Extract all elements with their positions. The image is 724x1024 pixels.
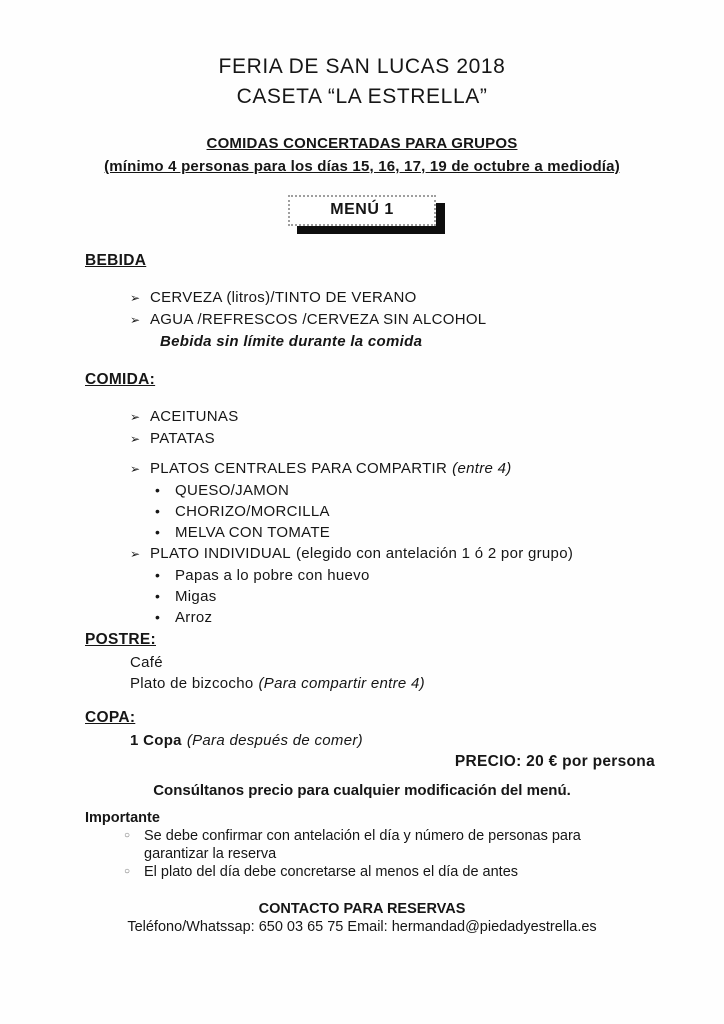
list-item xyxy=(155,480,655,501)
menu-content xyxy=(85,251,655,751)
dot-bullet-icon: • xyxy=(155,503,161,519)
dot-bullet-icon: • xyxy=(155,588,161,604)
subtitle-line-1: COMIDAS CONCERTADAS PARA GRUPOS xyxy=(206,135,518,152)
copa-item-label: 1 Copa xyxy=(130,732,182,749)
postre-item-2 xyxy=(130,673,655,694)
section-heading-bebida: BEBIDA xyxy=(85,252,147,269)
list-item xyxy=(155,586,655,607)
title-line-1: FERIA DE SAN LUCAS 2018 xyxy=(218,55,506,78)
platos-centrales-note: (entre 4) xyxy=(452,460,512,477)
list-item xyxy=(110,827,664,863)
list-item xyxy=(130,543,655,565)
list-item xyxy=(130,406,655,428)
contact-heading: CONTACTO PARA RESERVAS xyxy=(258,901,466,917)
dot-bullet-icon: • xyxy=(155,609,161,625)
document-header xyxy=(0,0,724,178)
plato-central-3: MELVA CON TOMATE xyxy=(175,524,331,541)
list-item xyxy=(130,309,655,331)
price-line: PRECIO: 20 € por persona xyxy=(454,753,655,770)
circle-bullet-icon: ○ xyxy=(123,830,131,841)
contact-info: Teléfono/Whatssap: 650 03 65 75 Email: hermandad@piedadyestrella.es xyxy=(127,919,597,935)
subtitle-line-2: (mínimo 4 personas para los días 15, 16, 17, 19 de octubre a mediodía) xyxy=(104,158,620,175)
circle-bullet-icon: ○ xyxy=(123,866,131,877)
postre-item-2-note: (Para compartir entre 4) xyxy=(258,675,425,692)
dot-bullet-icon: • xyxy=(155,524,161,540)
importante-heading: Importante xyxy=(85,810,160,826)
contact-section xyxy=(0,900,724,936)
comida-item-patatas: PATATAS xyxy=(150,430,215,447)
list-item xyxy=(130,287,655,309)
copa-item-note: (Para después de comer) xyxy=(186,732,363,749)
menu-number-box: MENÚ 1 xyxy=(288,195,435,226)
importante-bullet-2: El plato del día debe concretarse al menos el día de antes xyxy=(144,864,519,880)
comida-item-platos-centrales xyxy=(150,458,512,480)
arrow-bullet-icon: ➢ xyxy=(130,291,141,305)
list-item xyxy=(130,458,655,480)
plato-central-2: CHORIZO/MORCILLA xyxy=(175,503,330,520)
postre-item-1: Café xyxy=(130,654,163,671)
importante-section xyxy=(85,809,664,881)
title-line-2: CASETA “LA ESTRELLA” xyxy=(236,85,488,108)
list-item xyxy=(130,428,655,450)
menu-box-row xyxy=(0,195,724,239)
arrow-bullet-icon: ➢ xyxy=(130,313,141,327)
plato-individual-2: Migas xyxy=(175,588,217,605)
arrow-bullet-icon: ➢ xyxy=(130,432,141,446)
list-item xyxy=(155,522,655,543)
comida-item-plato-individual xyxy=(150,543,573,565)
plato-individual-label: PLATO INDIVIDUAL xyxy=(150,545,291,562)
postre-item-2-label: Plato de bizcocho xyxy=(130,675,254,692)
bebida-item-1: CERVEZA (litros)/TINTO DE VERANO xyxy=(150,289,417,306)
consult-note: Consúltanos precio para cualquier modificación del menú. xyxy=(153,782,571,799)
bebida-item-2: AGUA /REFRESCOS /CERVEZA SIN ALCOHOL xyxy=(150,311,487,328)
list-item xyxy=(110,863,664,881)
list-item xyxy=(155,565,655,586)
importante-bullet-1: Se debe confirmar con antelación el día y número de personas para garantizar la reserva xyxy=(144,828,581,862)
plato-individual-3: Arroz xyxy=(175,609,213,626)
dot-bullet-icon: • xyxy=(155,567,161,583)
section-heading-postre: POSTRE: xyxy=(85,631,156,648)
section-heading-copa: COPA: xyxy=(85,709,136,726)
plato-individual-note: (elegido con antelación 1 ó 2 por grupo) xyxy=(295,545,574,562)
section-heading-comida: COMIDA: xyxy=(85,371,156,388)
bebida-note: Bebida sin límite durante la comida xyxy=(160,333,423,350)
plato-individual-1: Papas a lo pobre con huevo xyxy=(175,567,370,584)
platos-centrales-label: PLATOS CENTRALES PARA COMPARTIR xyxy=(150,460,448,477)
arrow-bullet-icon: ➢ xyxy=(130,547,141,561)
plato-central-1: QUESO/JAMON xyxy=(175,482,290,499)
list-item xyxy=(155,607,655,628)
copa-item xyxy=(130,730,655,751)
comida-item-aceitunas: ACEITUNAS xyxy=(150,408,239,425)
arrow-bullet-icon: ➢ xyxy=(130,462,141,476)
list-item xyxy=(155,501,655,522)
dot-bullet-icon: • xyxy=(155,482,161,498)
arrow-bullet-icon: ➢ xyxy=(130,410,141,424)
